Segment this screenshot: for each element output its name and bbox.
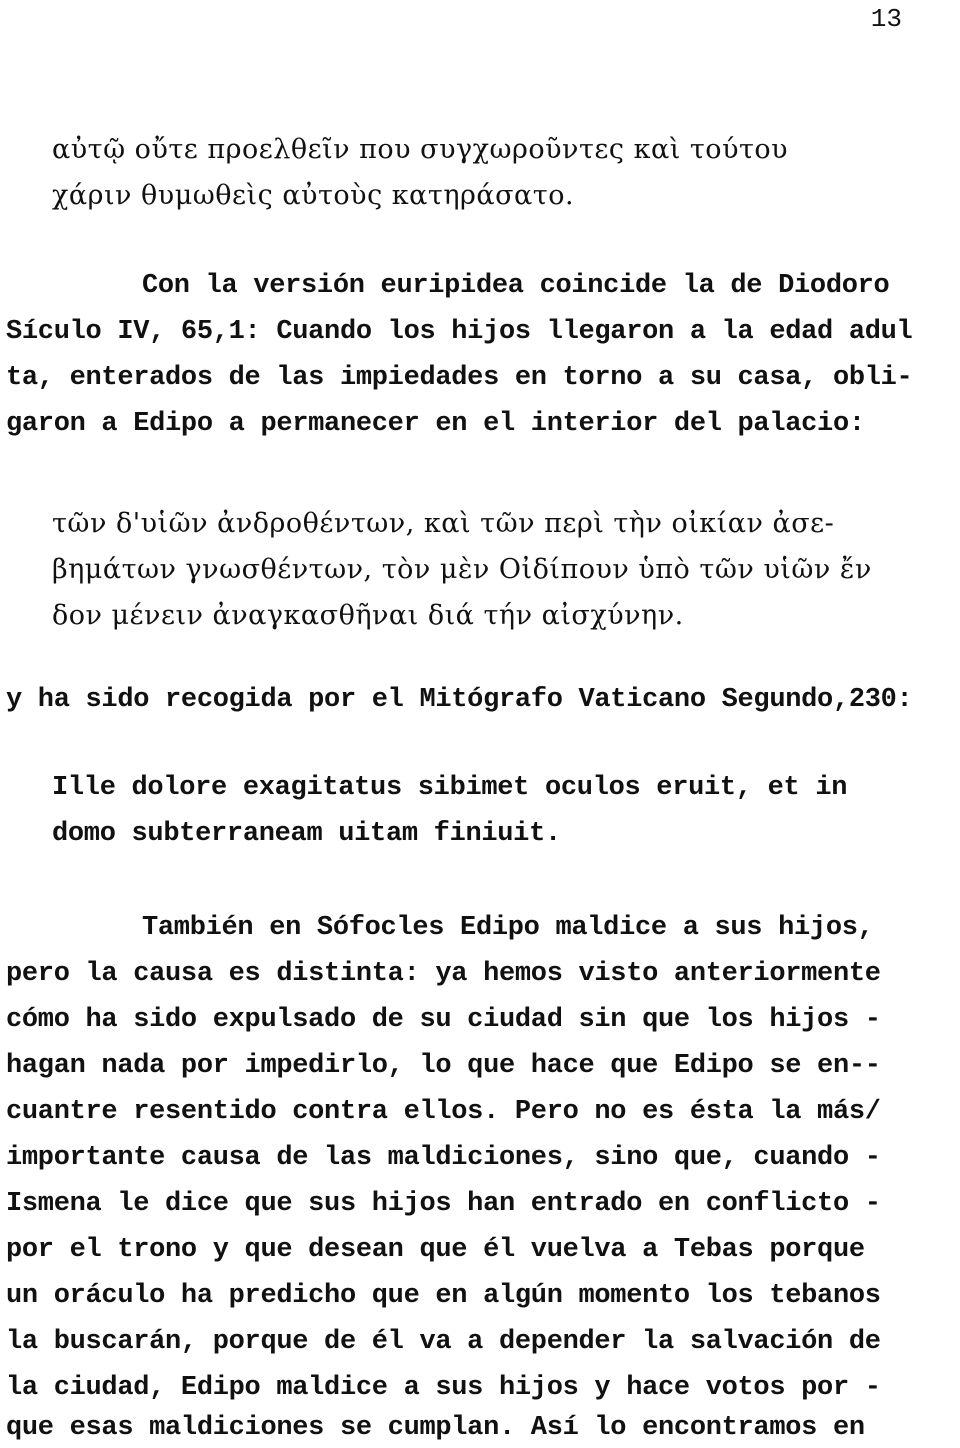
body-text-line: importante causa de las maldiciones, sino que, cuando -: [6, 1143, 881, 1173]
body-text-line: la ciudad, Edipo maldice a sus hijos y hace votos por -: [6, 1373, 881, 1403]
body-text-line: que esas maldiciones se cumplan. Así lo encontramos en: [6, 1413, 865, 1443]
body-text-line: cómo ha sido expulsado de su ciudad sin que los hijos -: [6, 1005, 881, 1035]
body-text-line: la buscarán, porque de él va a depender la salvación de: [6, 1327, 881, 1357]
latin-quote-line: domo subterraneam uitam finiuit.: [52, 819, 561, 849]
body-text-line: Con la versión euripidea coincide la de Diodoro: [142, 271, 890, 301]
body-text-line: Ismena le dice que sus hijos han entrado en conflicto -: [6, 1189, 881, 1219]
greek-quote-line: τῶν δ'υἱῶν ἀνδροθέντων, καὶ τῶν περὶ τὴν οἰκίαν ἀσε-: [52, 508, 835, 539]
greek-quote-line: βημάτων γνωσθέντων, τὸν μὲν Οἰδίπουν ὑπὸ τῶν υἱῶν ἔν: [52, 554, 872, 585]
latin-quote-line: Ille dolore exagitatus sibimet oculos eruit, et in: [52, 773, 848, 803]
greek-quote-line: χάριν θυμωθεὶς αὐτοὺς κατηράσατο.: [52, 180, 575, 211]
body-text-line: un oráculo ha predicho que en algún momento los tebanos: [6, 1281, 881, 1311]
body-text-line: pero la causa es distinta: ya hemos visto anteriormente: [6, 959, 881, 989]
body-text-line: por el trono y que desean que él vuelva a Tebas porque: [6, 1235, 865, 1265]
body-text-line: garon a Edipo a permanecer en el interior del palacio:: [6, 409, 865, 439]
body-text-line: Sículo IV, 65,1: Cuando los hijos llegaron a la edad adul: [6, 317, 913, 347]
body-text-line: ta, enterados de las impiedades en torno a su casa, obli-: [6, 363, 913, 393]
greek-quote-line: αὐτῷ οὔτε προελθεῖν που συγχωροῦντες καὶ τούτου: [52, 134, 789, 165]
body-text-line: cuantre resentido contra ellos. Pero no es ésta la más/: [6, 1097, 881, 1127]
body-text-line: También en Sófocles Edipo maldice a sus hijos,: [142, 913, 874, 943]
body-text-line: y ha sido recogida por el Mitógrafo Vaticano Segundo,230:: [6, 685, 913, 715]
page-number: 13: [870, 4, 902, 34]
body-text-line: hagan nada por impedirlo, lo que hace que Edipo se en--: [6, 1051, 881, 1081]
greek-quote-line: δον μένειν ἀναγκασθῆναι διά τήν αἰσχύνην.: [52, 600, 684, 631]
